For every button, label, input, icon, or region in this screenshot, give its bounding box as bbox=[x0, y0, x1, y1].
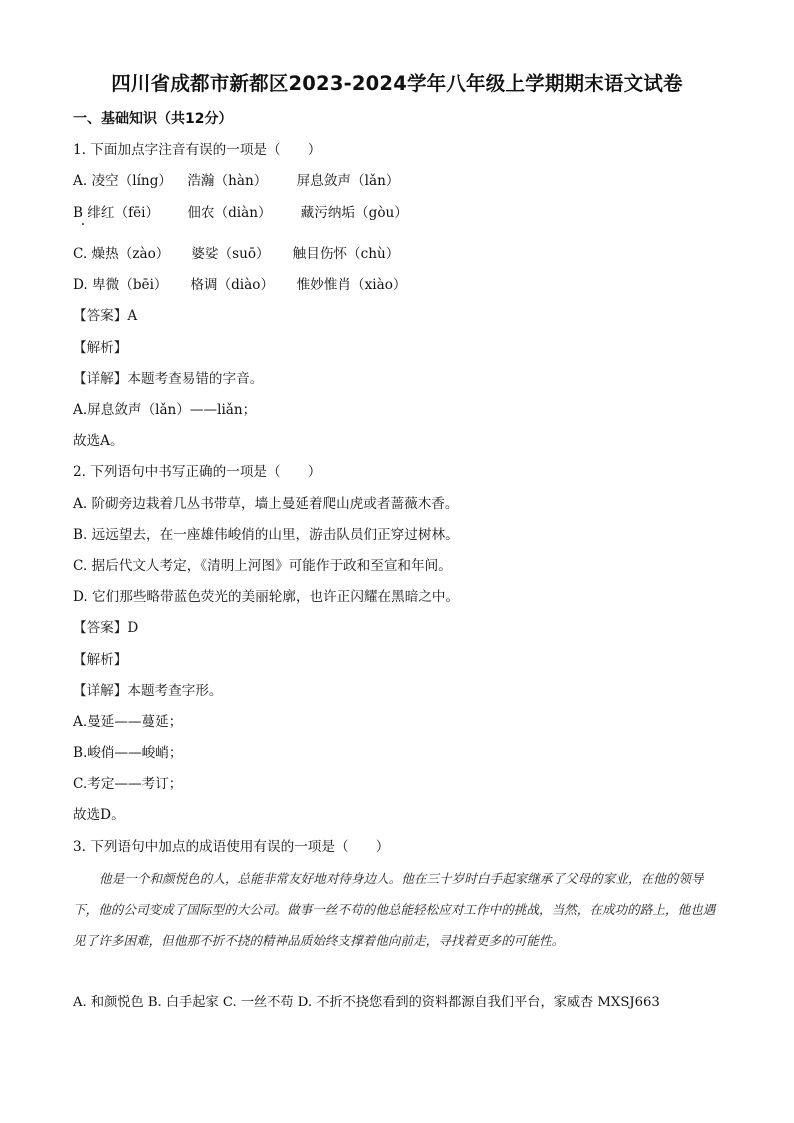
explanation-line: A.屏息敛声（lǎn）——liǎn； bbox=[73, 402, 257, 418]
question-1-stem: 1. 下面加点字注音有误的一项是（ ） bbox=[73, 142, 322, 158]
answer-label: 【答案】D bbox=[73, 620, 139, 636]
question-1-option-c bbox=[73, 245, 399, 263]
question-1-option-b bbox=[73, 204, 408, 222]
question-3-passage bbox=[73, 863, 723, 956]
detail-text: 【详解】本题考查易错的字音。 bbox=[73, 371, 264, 387]
option-part: C. 燥热（zào） bbox=[73, 246, 170, 262]
section-heading: 一、基础知识（共12分） bbox=[73, 111, 233, 127]
answer-label: 【答案】A bbox=[73, 308, 138, 324]
option-part: 惟妙惟肖（xiào） bbox=[296, 277, 407, 293]
option-part: A. 凌空（líng） bbox=[73, 173, 172, 189]
option-part: 佃农（diàn） bbox=[187, 205, 272, 221]
option-part: 藏污纳垢（gòu） bbox=[300, 205, 408, 221]
analysis-label: 【解析】 bbox=[73, 340, 128, 356]
question-3-options: A. 和颜悦色 B. 白手起家 C. 一丝不苟 D. 不折不挠您看到的资料都源自我们平台，家威杏 MXSJ663 bbox=[73, 995, 660, 1010]
analysis-label: 【解析】 bbox=[73, 652, 128, 668]
passage-text: 他是一个和颜悦色的人，总能非常友好地对待身边人。他在三十岁时白手起家继承了父母的家业，在他的领导下，他的公司变成了国际型的大公司。做事一丝不苟的他总能轻松应对工作中的挑战，当然，在成功的路上，他也遇见了许多困难，但他那不折不挠的精神品质始终支撑着他向前走，寻找着更多的可能性。 bbox=[73, 871, 716, 948]
emphasis-dot bbox=[82, 223, 84, 225]
question-2-option-d: D. 它们那些略带蓝色荧光的美丽轮廓，也许正闪耀在黑暗之中。 bbox=[73, 589, 460, 605]
explanation-line: 故选D。 bbox=[73, 807, 125, 823]
option-part: 婆娑（suō） bbox=[191, 246, 270, 262]
explanation-line: B.峻俏——峻峭； bbox=[73, 745, 183, 761]
option-part: D. 卑微（bēi） bbox=[73, 277, 168, 293]
option-part: B 绯红（fēi） bbox=[73, 205, 160, 221]
question-2-option-c: C. 据后代文人考定，《清明上河图》可能作于政和至宣和年间。 bbox=[73, 558, 452, 574]
explanation-line: A.曼延——蔓延； bbox=[73, 714, 183, 730]
option-part: 屏息敛声（lǎn） bbox=[296, 173, 400, 189]
explanation-line: 故选A。 bbox=[73, 433, 124, 449]
option-part: 格调（diào） bbox=[190, 277, 275, 293]
question-2-option-b: B. 远远望去，在一座雄伟峻俏的山里，游击队员们正穿过树林。 bbox=[73, 527, 459, 543]
question-2-option-a: A. 阶砌旁边栽着几丛书带草，墙上曼延着爬山虎或者蔷薇木香。 bbox=[73, 496, 459, 512]
question-1-option-a bbox=[73, 172, 399, 190]
question-3-stem: 3. 下列语句中加点的成语使用有误的一项是（ ） bbox=[73, 839, 390, 855]
option-part: 触目伤怀（chù） bbox=[292, 246, 400, 262]
page-title: 四川省成都市新都区2023-2024学年八年级上学期期末语文试卷 bbox=[111, 72, 683, 95]
question-1-option-d bbox=[73, 276, 407, 294]
explanation-line: C.考定——考订； bbox=[73, 776, 183, 792]
option-part: 浩瀚（hàn） bbox=[187, 173, 268, 189]
detail-text: 【详解】本题考查字形。 bbox=[73, 683, 223, 699]
question-2-stem: 2. 下列语句中书写正确的一项是（ ） bbox=[73, 464, 322, 480]
